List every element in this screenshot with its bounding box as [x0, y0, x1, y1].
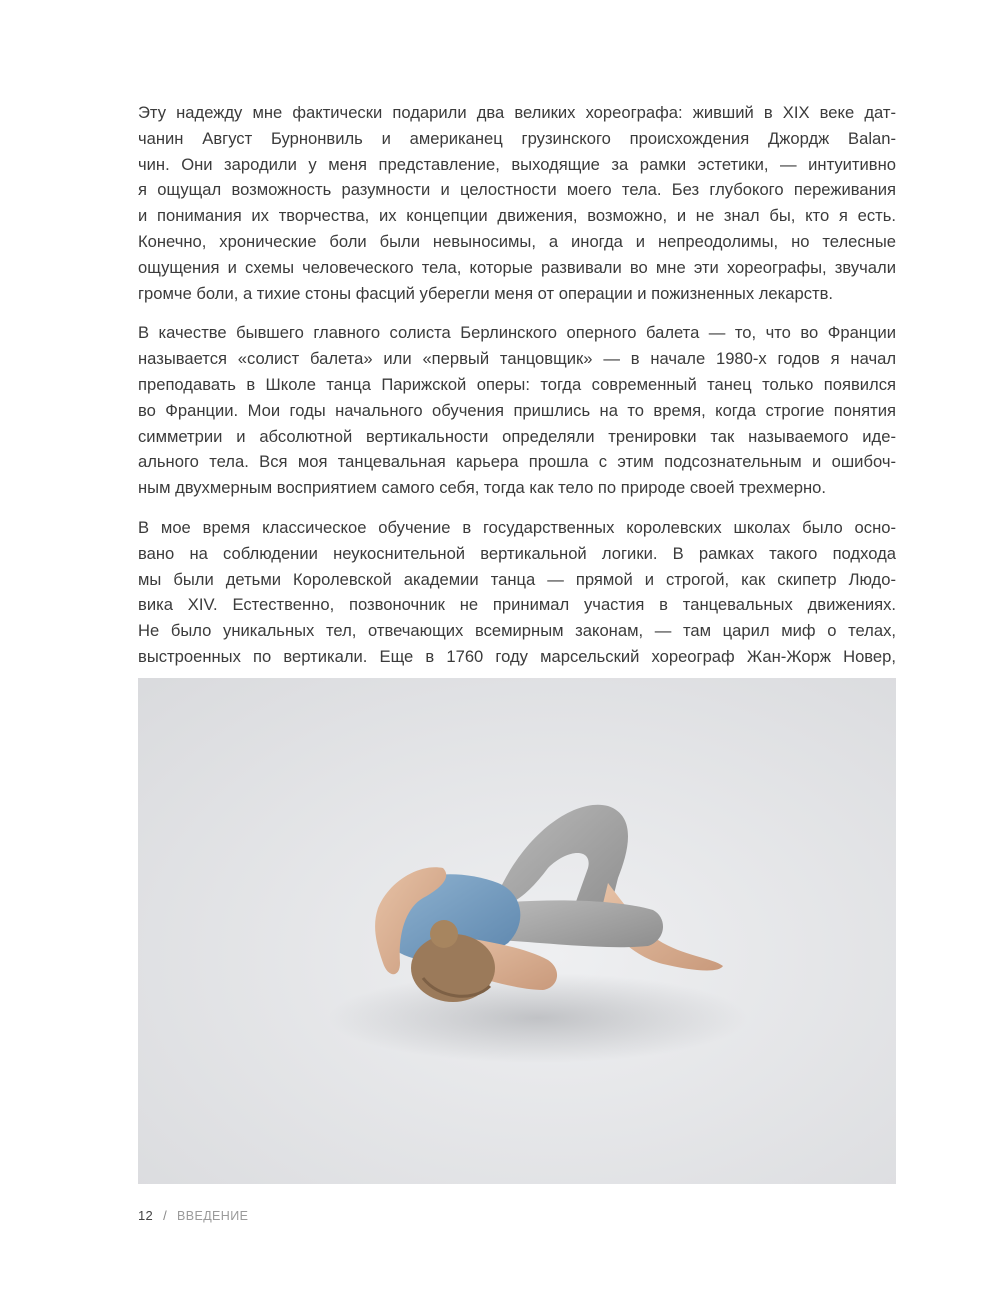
text-line: мы были детьми Королевской академии танца — прямой и строгой, как скипетр Людо-	[138, 569, 896, 589]
text-line: вано на соблюдении неукоснительной вертикальной логики. В рамках такого подхода	[138, 543, 896, 563]
text-line: Не было уникальных тел, отвечающих всемирным законам, — там царил миф о телах,	[138, 621, 896, 641]
paragraph-1	[138, 100, 896, 306]
text-line: ным двухмерным восприятием самого себя, тогда как тело по природе своей трехмерно.	[138, 478, 826, 498]
footer-separator: /	[163, 1208, 167, 1223]
text-line: ального тела. Вся моя танцевальная карьера прошла с этим подсознательным и ошибоч-	[138, 452, 896, 472]
dancer-illustration	[138, 678, 896, 1184]
thigh	[498, 900, 663, 947]
hair-bun	[430, 920, 458, 948]
text-line: В качестве бывшего главного солиста Берлинского оперного балета — то, что во Франции	[138, 323, 896, 343]
paragraph-3	[138, 515, 896, 670]
body-text	[138, 100, 896, 684]
text-line: называется «солист балета» или «первый танцовщик» — в начале 1980-х годов я начал	[138, 349, 896, 369]
text-line: выстроенных по вертикали. Еще в 1760 году марсельский хореограф Жан-Жорж Новер,	[138, 646, 896, 666]
text-line: ощущения и схемы человеческого тела, которые развивали во мне эти хореографы, звучали	[138, 257, 896, 277]
text-line: я ощущал возможность разумности и целостности моего тела. Без глубокого переживания	[138, 180, 896, 200]
text-line: Эту надежду мне фактически подарили два великих хореографа: живший в XIX веке дат-	[138, 103, 896, 122]
text-line: чанин Август Бурнонвиль и американец грузинского происхождения Джордж Balan-	[138, 128, 896, 148]
text-line: В мое время классическое обучение в государственных королевских школах было осно-	[138, 517, 896, 537]
text-line: громче боли, а тихие стоны фасций уберегли меня от операции и пожизненных лекарств.	[138, 283, 834, 303]
paragraph-2	[138, 320, 896, 501]
text-line: и понимания их творчества, их концепции движения, возможно, и не знал бы, кто я есть.	[138, 206, 896, 226]
section-title: ВВЕДЕНИЕ	[176, 1209, 249, 1223]
text-line: чин. Они зародили у меня представление, выходящие за рамки эстетики, — интуитивно	[138, 154, 896, 174]
text-line: симметрии и абсолютной вертикальности определяли тренировки так называемого иде-	[138, 426, 896, 446]
text-line: Конечно, хронические боли были невыносимы, а иногда и непреодолимы, но телесные	[138, 231, 896, 251]
page-number: 12	[138, 1208, 154, 1223]
text-line: вика XIV. Естественно, позвоночник не принимал участия в танцевальных движениях.	[138, 595, 896, 615]
dancer-photo	[138, 678, 896, 1184]
text-line: преподавать в Школе танца Парижской оперы: тогда современный танец только появился	[138, 374, 896, 394]
page-footer	[138, 1208, 248, 1223]
text-line: во Франции. Мои годы начального обучения пришлись на то время, когда строгие понятия	[138, 400, 896, 420]
